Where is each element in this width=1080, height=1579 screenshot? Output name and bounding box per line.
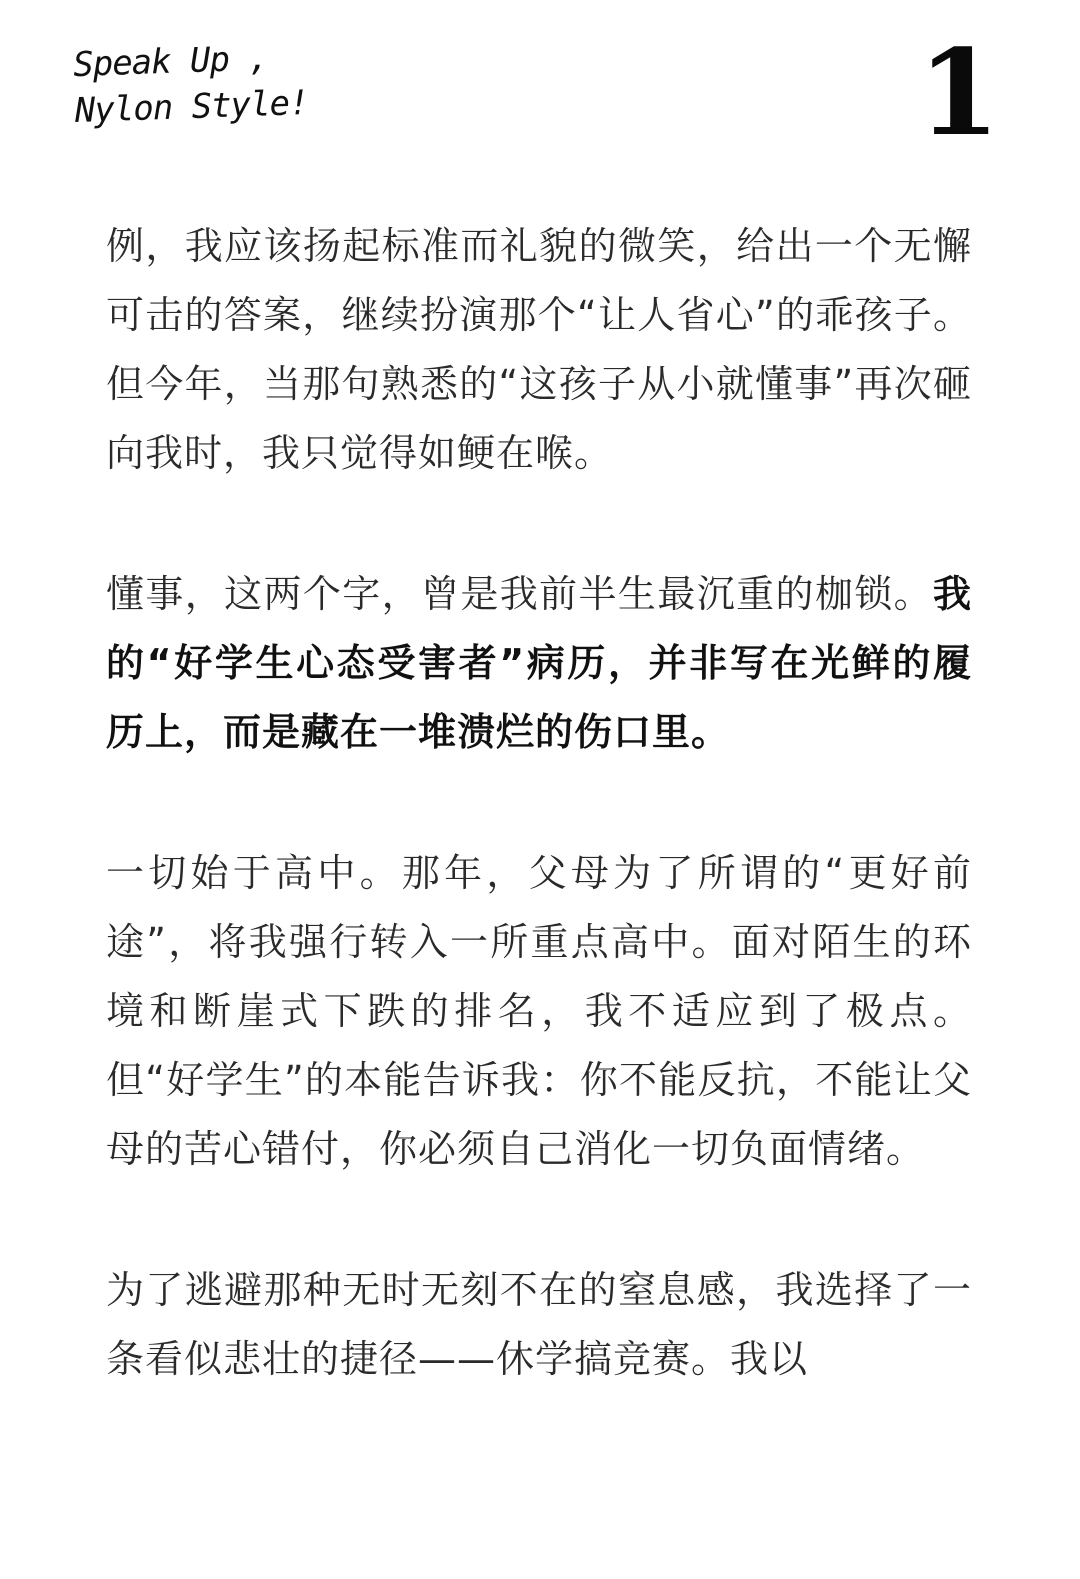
brand-logo [72,34,309,134]
paragraph-4-text: 为了逃避那种无时无刻不在的窒息感，我选择了一条看似悲壮的捷径——休学搞竞赛。我以 [106,1268,972,1381]
article-body [106,212,972,1466]
brand-line-1: Speak Up , [72,38,269,86]
paragraph-3-text: 一切始于高中。那年，父母为了所谓的“更好前途”，将我强行转入一所重点高中。面对陌生的环境和断崖式下跌的排名，我不适应到了极点。但“好学生”的本能告诉我：你不能反抗，不能让父母的苦心错付，你必须自己消化一切负面情绪。 [106,851,972,1171]
paragraph-1 [106,212,972,488]
paragraph-2-text: 懂事，这两个字，曾是我前半生最沉重的枷锁。 [106,572,933,616]
page-number: 1 [917,23,1000,162]
paragraph-4 [106,1256,972,1394]
brand-line-2: Nylon Style! [74,82,310,132]
paragraph-2 [106,560,972,767]
paragraph-1-text: 例，我应该扬起标准而礼貌的微笑，给出一个无懈可击的答案，继续扮演那个“让人省心”的乖孩子。但今年，当那句熟悉的“这孩子从小就懂事”再次砸向我时，我只觉得如鲠在喉。 [106,224,972,475]
page-header [0,0,1080,170]
paragraph-3 [106,839,972,1184]
paragraph-2-bold-text: 我的“好学生心态受害者”病历，并非写在光鲜的履历上，而是藏在一堆溃烂的伤口里。 [106,572,972,754]
